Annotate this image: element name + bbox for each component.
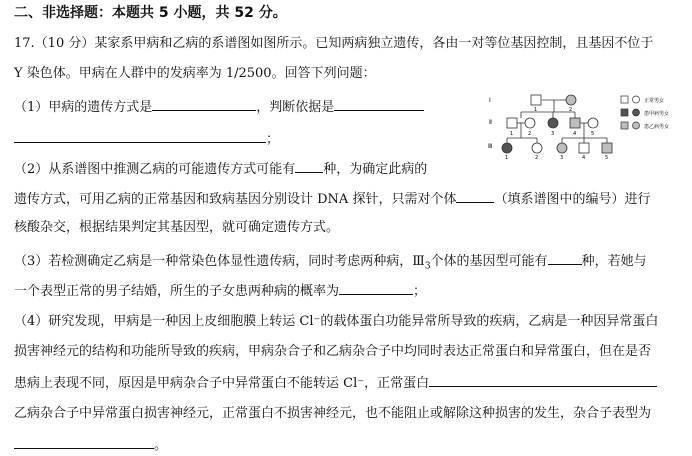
- generation-label-1: Ⅰ: [489, 97, 491, 104]
- answer-blank-basis-cont[interactable]: [14, 130, 266, 143]
- q17-stem-line1: 17.（10 分）某家系甲病和乙病的系谱图如图所示。已知两病独立遗传，各由一对等位基因控制，且基因不位于: [14, 36, 654, 51]
- answer-blank-basis[interactable]: [334, 98, 424, 111]
- generation-label-2: Ⅱ: [489, 119, 492, 126]
- legend-disease-a-female: [633, 109, 640, 116]
- q17-part4-line3: 患病上表现不同，原因是甲病杂合子中异常蛋白不能转运 Cl⁻，正常蛋白: [14, 374, 657, 392]
- pedigree-I1-number: 1: [534, 107, 538, 113]
- q17-part2-line1: （2）从系谱图中推测乙病的可能遗传方式可能有 种，为确定此病的: [14, 162, 428, 177]
- pedigree-II4-number: 4: [573, 131, 577, 137]
- legend-disease-a-label: 患甲病男女: [644, 111, 670, 117]
- q17-part2-line3: 核酸杂交，根据结果判定其基因型，就可确定遗传方式。: [14, 220, 340, 235]
- answer-blank-type-count[interactable]: [295, 160, 323, 173]
- q17-part4-line4: 乙病杂合子中异常蛋白损害神经元，正常蛋白不损害神经元，也不能阻止或解除这种损害的发生，杂合子表型为: [14, 406, 652, 421]
- pedigree-III4-normal-male: [579, 143, 589, 153]
- q17-part3-line1: （3）若检测确定乙病是一种常染色体显性遗传病，同时考虑两种病，$Ⅲ_3$个体的基因型可能有 种，若她与: [14, 254, 647, 272]
- pedigree-II5-normal-female: [588, 118, 598, 128]
- pedigree-III1-number: 1: [505, 155, 509, 161]
- pedigree-II3-affected-a-female: [548, 118, 558, 128]
- pedigree-II1-number: 1: [510, 131, 514, 137]
- q17-part3-line2: 一个表型正常的男子结婚，所生的子女患两种病的概率为 ；: [14, 284, 427, 299]
- answer-blank-inheritance-a[interactable]: [152, 98, 256, 111]
- pedigree-II5-number: 5: [591, 131, 595, 137]
- answer-blank-individual[interactable]: [456, 190, 494, 203]
- legend-normal-male: [621, 96, 628, 103]
- q17-part2-line2: 遗传方式，可用乙病的正常基因和致病基因分别设计 DNA 探针，只需对个体 （填系谱图中的编号）进行: [14, 192, 651, 207]
- answer-blank-phenotype[interactable]: [14, 436, 154, 449]
- generation-label-3: Ⅲ: [488, 143, 493, 150]
- answer-blank-probability[interactable]: [339, 282, 413, 295]
- answer-blank-genotype-count[interactable]: [548, 252, 582, 265]
- legend-disease-b-male: [621, 122, 628, 129]
- q17-part4-line1: （4）研究发现，甲病是一种因上皮细胞膜上转运 Cl⁻的载体蛋白功能异常所导致的疾病，乙病是一种因异常蛋白: [14, 314, 659, 329]
- section-title: 二、非选择题：本题共 5 小题，共 52 分。: [14, 5, 287, 21]
- pedigree-II4-affected-b-male: [570, 118, 580, 128]
- pedigree-III3-affected-b-female: [557, 143, 567, 153]
- pedigree-I2-number: 2: [569, 107, 573, 113]
- legend-disease-b-female: [633, 122, 640, 129]
- pedigree-III1-affected-a-female: [502, 143, 512, 153]
- q17-part1-line2: ；: [14, 130, 279, 148]
- legend-disease-a-male: [621, 109, 628, 116]
- q17-part1-line1: （1）甲病的遗传方式是 ，判断依据是: [14, 98, 424, 116]
- q17-part4-line2: 损害神经元的结构和功能所导致的疾病，甲病杂合子和乙病杂合子中均同时表达正常蛋白和异常蛋白，但在是否: [14, 344, 652, 359]
- pedigree-I1-normal-male: [531, 95, 541, 105]
- pedigree-II3-number: 3: [551, 131, 555, 137]
- q17-stem-line2: Y 染色体。甲病在人群中的发病率为 1/2500。回答下列问题：: [14, 66, 376, 81]
- pedigree-III2-number: 2: [535, 155, 539, 161]
- pedigree-II1-normal-male: [507, 118, 517, 128]
- pedigree-III5-affected-b-male: [602, 143, 612, 153]
- legend-normal-label: 正常男女: [644, 98, 665, 104]
- pedigree-III2-normal-female: [532, 143, 542, 153]
- pedigree-I2-affected-b-female: [566, 95, 576, 105]
- pedigree-III3-number: 3: [560, 155, 564, 161]
- legend-disease-b-label: 患乙病男女: [644, 124, 670, 130]
- answer-blank-normal-protein[interactable]: [429, 374, 657, 387]
- legend-normal-female: [633, 96, 640, 103]
- q17-part4-line5: 。: [14, 436, 167, 454]
- pedigree-II2-normal-female: [525, 118, 535, 128]
- pedigree-II2-number: 2: [528, 131, 532, 137]
- pedigree-III5-number: 5: [605, 155, 609, 161]
- pedigree-III4-number: 4: [582, 155, 586, 161]
- pedigree-chart: [487, 93, 682, 161]
